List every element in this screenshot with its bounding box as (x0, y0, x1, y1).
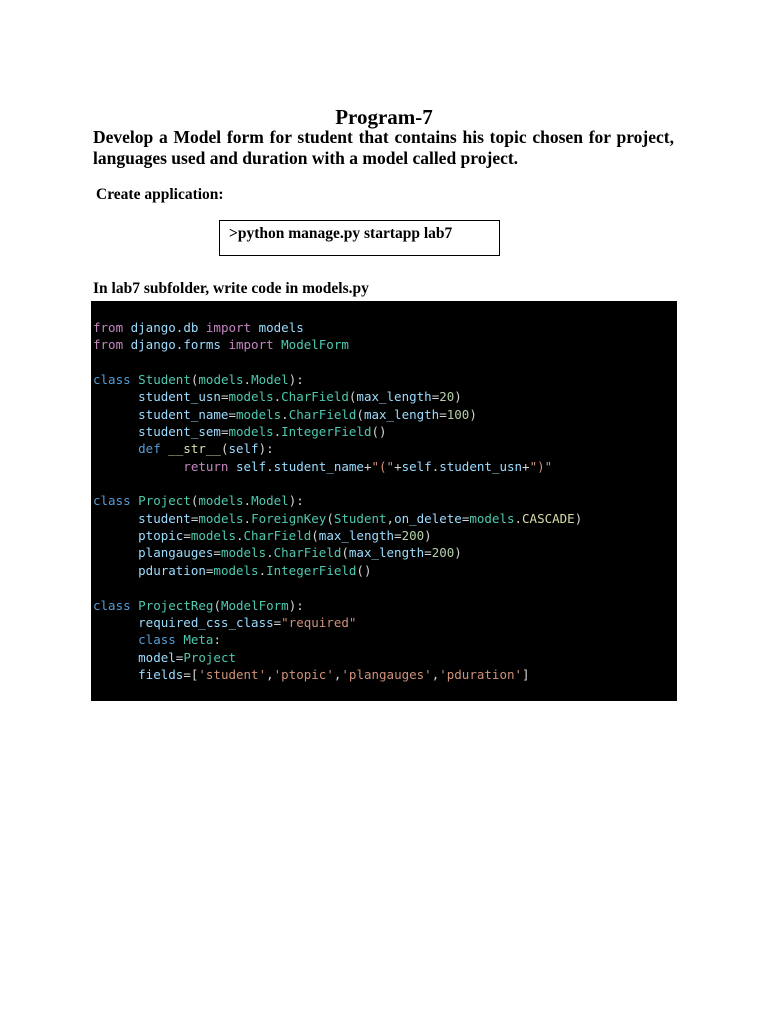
code-token: ) (469, 406, 477, 422)
code-token: def (93, 441, 161, 457)
code-token: ) (424, 528, 432, 544)
code-token: models (220, 545, 267, 561)
code-token: . (273, 389, 282, 405)
code-token: models (198, 493, 244, 509)
code-token: . (514, 510, 523, 526)
code-token: Project (183, 649, 237, 665)
code-token: max_length (318, 528, 395, 544)
code-token: , (431, 666, 440, 682)
code-token: . (281, 406, 289, 422)
code-line (91, 388, 677, 405)
models-file-label: In lab7 subfolder, write code in models.py (93, 280, 369, 297)
code-token: = (213, 545, 221, 561)
code-token: 200 (431, 545, 455, 561)
code-token: plangauges (93, 545, 214, 561)
code-token: self (228, 441, 259, 457)
code-token: () (371, 424, 387, 440)
code-line (91, 371, 677, 388)
code-token: 'student' (198, 666, 267, 682)
code-token: class (93, 597, 131, 613)
code-token: ] (522, 666, 530, 682)
code-token: = (431, 389, 440, 405)
code-token: , (333, 666, 342, 682)
code-token: "required" (281, 614, 357, 630)
code-token: django.db (123, 320, 206, 335)
code-token: student (93, 510, 191, 526)
code-token: CASCADE (522, 510, 575, 526)
code-token: fields (93, 666, 184, 682)
code-token: max_length (356, 389, 432, 405)
code-token: model (93, 649, 176, 665)
code-token: on_delete (394, 510, 462, 526)
code-token: IntegerField (266, 562, 357, 578)
code-token: 'ptopic' (273, 666, 334, 682)
code-token: 100 (446, 406, 470, 422)
code-token: Model (251, 372, 289, 388)
code-token: , (386, 510, 395, 526)
code-token: self (228, 458, 267, 474)
code-token: 200 (401, 528, 425, 544)
code-token: . (243, 372, 252, 388)
code-token: . (266, 545, 274, 561)
code-token: . (236, 528, 244, 544)
code-token: CharField (273, 545, 342, 561)
code-block (91, 301, 677, 701)
code-line (91, 319, 677, 336)
code-token: models (198, 510, 244, 526)
code-token: from (93, 320, 124, 335)
code-token: = (205, 562, 214, 578)
code-token: import (205, 320, 252, 335)
code-token: __str__ (160, 441, 221, 457)
code-token: ): (288, 493, 304, 509)
code-token: ( (326, 510, 334, 526)
code-token: Meta (175, 632, 214, 648)
code-token: =[ (183, 666, 199, 682)
code-token: class (93, 632, 176, 648)
code-token: ")" (529, 458, 553, 474)
code-token: Model (251, 493, 289, 509)
code-token: models (236, 406, 282, 422)
code-token: ModelForm (220, 597, 289, 613)
command-box: >python manage.py startapp lab7 (219, 220, 500, 256)
code-line (91, 579, 677, 596)
code-token: student_name (93, 406, 229, 422)
create-application-label: Create application: (96, 186, 224, 203)
code-token: . (273, 424, 282, 440)
code-token: self (401, 458, 432, 474)
code-token: ForeignKey (251, 510, 327, 526)
code-token: models (469, 510, 515, 526)
code-token: ): (288, 372, 304, 388)
code-token: ModelForm (273, 337, 349, 353)
problem-statement: Develop a Model form for student that contains his topic chosen for project, languages used and duration with a model called project. (93, 127, 674, 168)
code-token: student_sem (93, 424, 221, 440)
code-token: = (190, 510, 199, 526)
code-token: required_css_class (93, 614, 274, 630)
code-token: from (93, 337, 124, 353)
code-token: ( (356, 406, 364, 422)
code-token: models (198, 372, 244, 388)
code-token: student_usn (439, 458, 523, 474)
code-line (91, 336, 677, 353)
code-token: = (220, 424, 229, 440)
code-token: = (439, 406, 447, 422)
code-token: () (356, 562, 372, 578)
code-token: models (213, 562, 259, 578)
code-token: return (93, 458, 229, 474)
code-token: student_name (273, 458, 364, 474)
code-token: ptopic (93, 528, 184, 544)
code-token: 'plangauges' (341, 666, 432, 682)
code-token: Student (333, 510, 387, 526)
code-token: . (431, 458, 440, 474)
code-token: ( (220, 441, 229, 457)
code-token: = (175, 649, 184, 665)
code-token: 20 (439, 389, 455, 405)
code-token: models (228, 424, 274, 440)
code-line (91, 406, 677, 423)
code-token: + (394, 458, 402, 474)
code-token: = (394, 528, 402, 544)
code-token: ProjectReg (130, 597, 214, 613)
code-line (91, 649, 677, 666)
page-title: Program-7 (335, 105, 433, 129)
code-token: IntegerField (281, 424, 372, 440)
code-line (91, 475, 677, 492)
code-token: ) (574, 510, 583, 526)
code-line (91, 527, 677, 544)
code-line (91, 510, 677, 527)
code-token: . (258, 562, 267, 578)
code-token: CharField (243, 528, 312, 544)
code-token: = (228, 406, 236, 422)
code-line (91, 562, 677, 579)
code-token: CharField (281, 389, 349, 405)
code-token: "(" (371, 458, 395, 474)
code-token: = (424, 545, 432, 561)
code-token: models (190, 528, 236, 544)
code-token: class (93, 493, 131, 509)
code-token: ( (213, 597, 221, 613)
code-token: + (363, 458, 372, 474)
code-token: max_length (363, 406, 440, 422)
code-token: Student (130, 372, 191, 388)
code-token: max_length (348, 545, 425, 561)
code-line (91, 354, 677, 371)
code-line (91, 614, 677, 631)
code-token: ) (454, 389, 462, 405)
code-token: = (273, 614, 282, 630)
code-line (91, 544, 677, 561)
code-token: ( (190, 372, 199, 388)
code-token: , (266, 666, 274, 682)
code-token: models (228, 389, 274, 405)
code-token: . (243, 493, 252, 509)
code-token: : (213, 632, 221, 648)
code-token: = (183, 528, 191, 544)
code-token: pduration (93, 562, 206, 578)
code-line (91, 597, 677, 614)
code-token: + (522, 458, 530, 474)
code-token: ( (190, 493, 199, 509)
code-token: ): (258, 441, 274, 457)
code-token: = (220, 389, 229, 405)
code-token: import (228, 337, 274, 353)
code-token: class (93, 372, 131, 388)
code-token: models (251, 320, 304, 335)
code-token: . (243, 510, 252, 526)
code-token: = (461, 510, 470, 526)
code-token: ( (348, 389, 357, 405)
code-token: CharField (288, 406, 357, 422)
code-token: Project (130, 493, 191, 509)
code-line (91, 492, 677, 509)
code-line (91, 666, 677, 683)
code-token: django.forms (123, 337, 229, 353)
code-token: 'pduration' (439, 666, 523, 682)
code-line (91, 458, 677, 475)
code-token: student_usn (93, 389, 221, 405)
code-token: . (266, 458, 274, 474)
code-line (91, 423, 677, 440)
code-line (91, 631, 677, 648)
code-token: ): (288, 597, 304, 613)
code-token: ) (454, 545, 462, 561)
code-token: ( (311, 528, 319, 544)
code-token: ( (341, 545, 349, 561)
code-line (91, 440, 677, 457)
